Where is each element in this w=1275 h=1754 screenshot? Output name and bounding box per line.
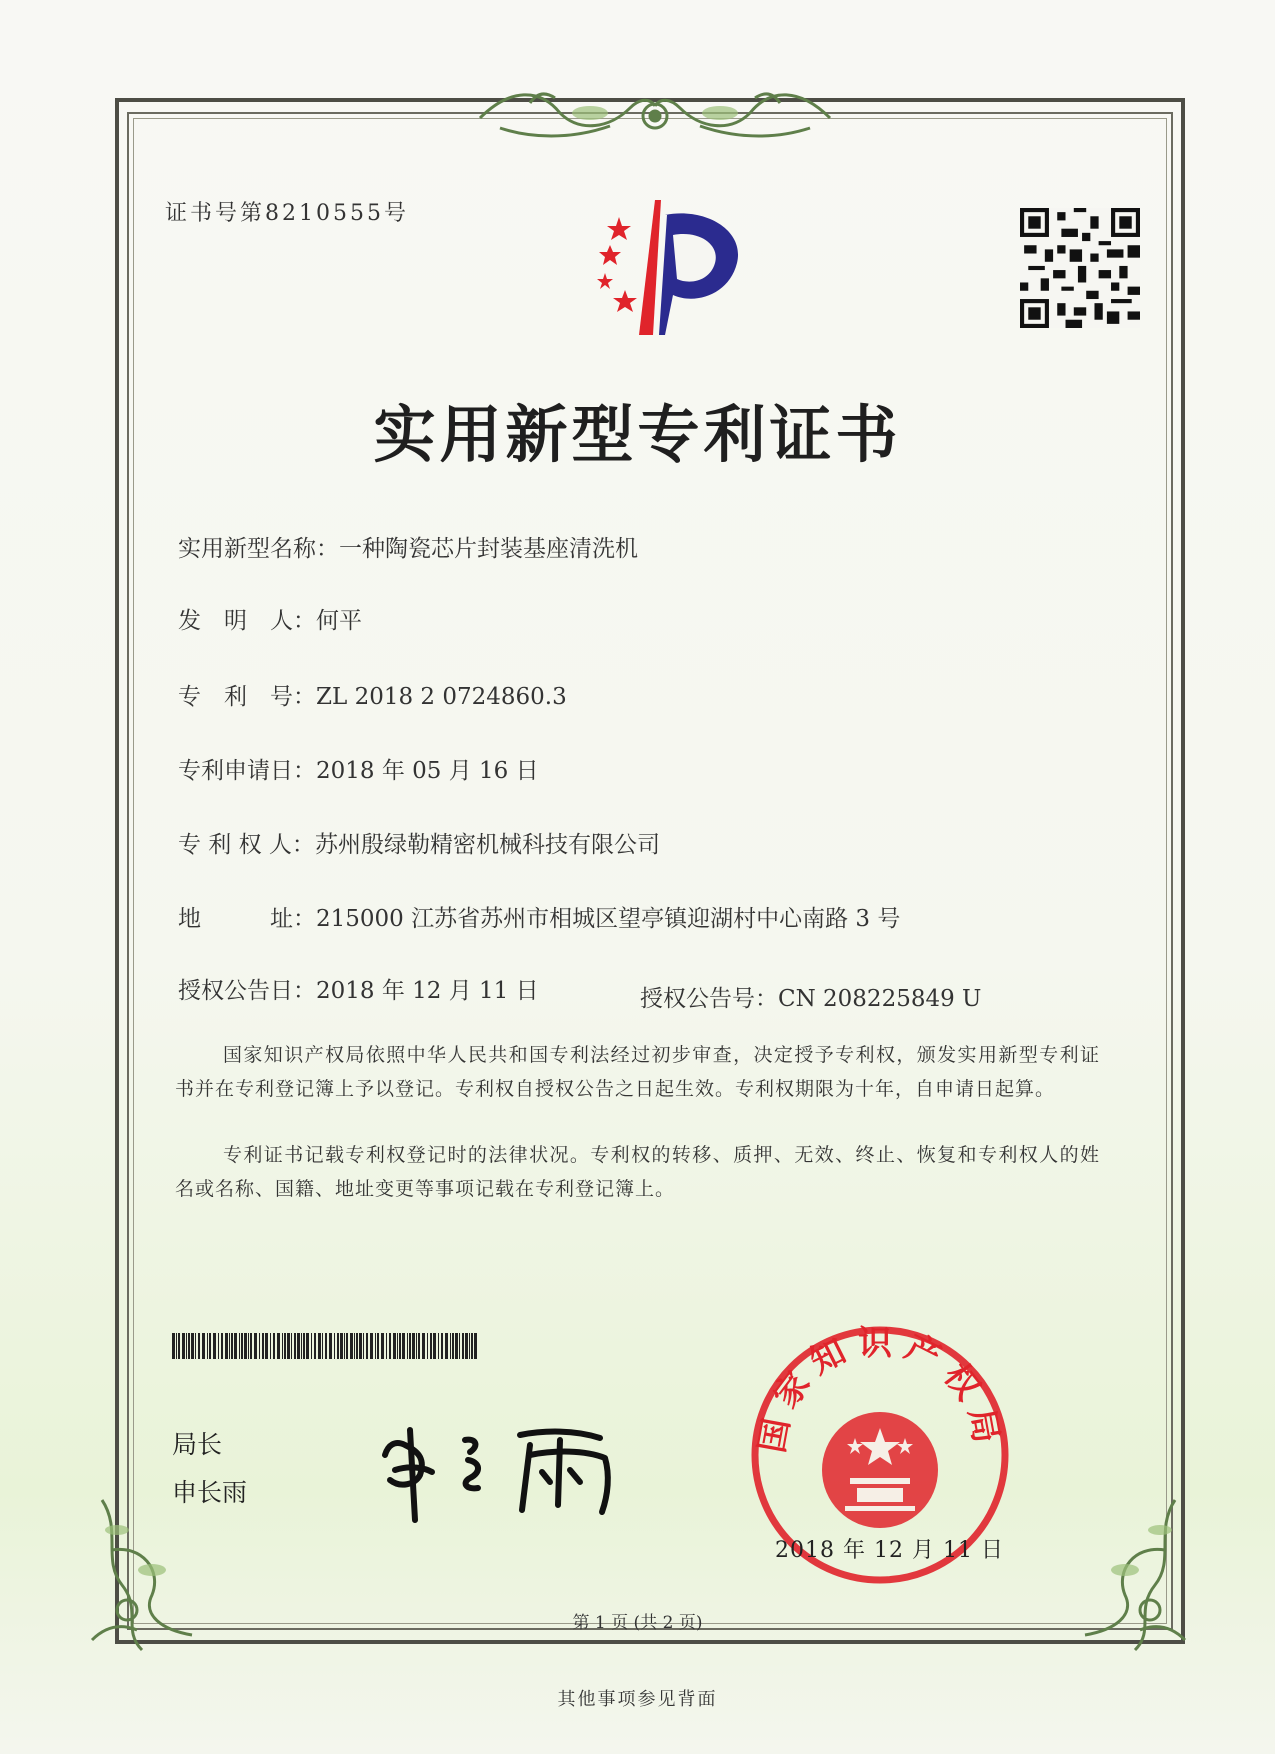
field-patent-number — [178, 678, 567, 711]
field-inventor — [178, 602, 362, 635]
field-value: 2018 年 05 月 16 日 — [316, 758, 539, 784]
qr-code-icon — [1020, 208, 1140, 328]
page-indicator: 第 1 页 (共 2 页) — [572, 1613, 703, 1633]
field-value: 一种陶瓷芯片封装基座清洗机 — [339, 536, 638, 562]
field-grant-publication-number — [640, 980, 981, 1013]
field-label: 授权公告日： — [178, 978, 316, 1004]
barcode-icon — [172, 1333, 482, 1359]
field-filing-date — [178, 752, 539, 785]
certificate-number: 证书号第8210555号 — [165, 201, 409, 226]
field-value: 215000 江苏省苏州市相城区望亭镇迎湖村中心南路 3 号 — [316, 906, 901, 932]
field-address — [178, 900, 900, 933]
director-name: 申长雨 — [172, 1478, 248, 1507]
field-value: 何平 — [316, 608, 362, 634]
seal-date: 2018 年 12 月 11 日 — [775, 1538, 1004, 1563]
field-value: ZL 2018 2 0724860.3 — [316, 684, 567, 710]
body-paragraph-1: 国家知识产权局依照中华人民共和国专利法经过初步审查，决定授予专利权，颁发实用新型专利证书并在专利登记簿上予以登记。专利权自授权公告之日起生效。专利权期限为十年，自申请日起算。 — [175, 1044, 1100, 1100]
bottom-left-ornament-icon — [82, 1490, 232, 1660]
field-label: 专利申请日： — [178, 758, 316, 784]
field-utility-model-name — [178, 530, 638, 563]
field-value: CN 208225849 U — [778, 986, 982, 1012]
field-label: 实用新型名称： — [178, 536, 339, 562]
field-value: 2018 年 12 月 11 日 — [316, 978, 539, 1004]
body-paragraph-2: 专利证书记载专利权登记时的法律状况。专利权的转移、质押、无效、终止、恢复和专利权人的姓名或名称、国籍、地址变更等事项记载在专利登记簿上。 — [175, 1144, 1100, 1200]
seal-text: 国家知识产权局 — [752, 1323, 1008, 1456]
field-label: 专 利 权 人： — [178, 832, 315, 858]
field-label: 专 利 号： — [178, 684, 316, 710]
field-grant-publication-date — [178, 972, 539, 1005]
field-label: 地 址： — [178, 906, 316, 932]
field-patentee — [178, 826, 660, 859]
director-title: 局长 — [172, 1430, 223, 1459]
footer-note: 其他事项参见背面 — [557, 1689, 718, 1710]
field-value: 苏州殷绿勒精密机械科技有限公司 — [314, 832, 660, 858]
field-label: 发 明 人： — [178, 608, 316, 634]
cnipa-logo-icon — [555, 195, 745, 340]
handwritten-signature-icon — [370, 1400, 630, 1530]
field-label: 授权公告号： — [640, 986, 778, 1012]
top-ornament-icon — [470, 78, 840, 148]
bottom-right-ornament-icon — [1045, 1490, 1195, 1660]
page-title: 实用新型专利证书 — [373, 398, 902, 471]
